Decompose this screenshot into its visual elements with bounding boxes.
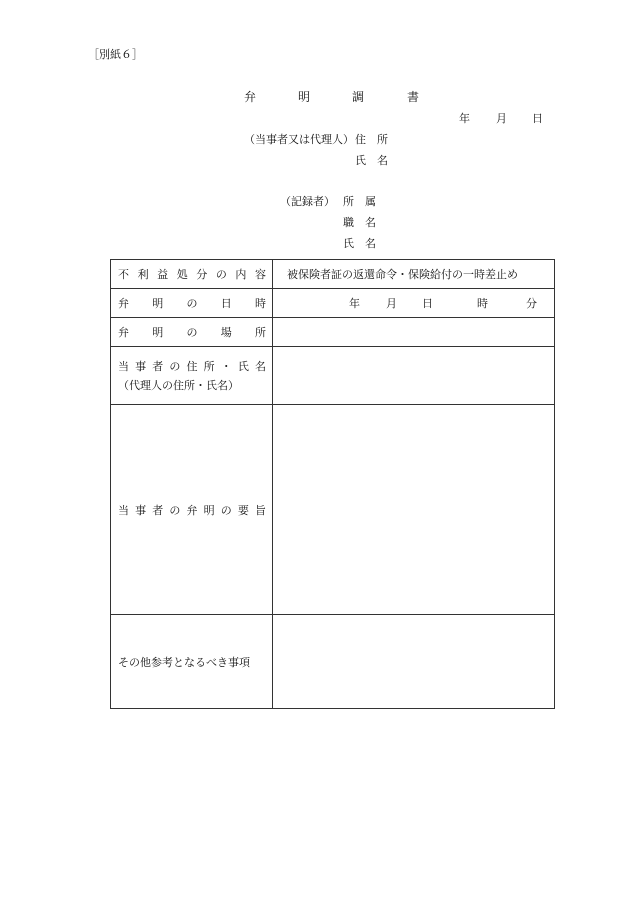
label-char: の bbox=[169, 503, 181, 517]
disposition-value: 被保険者証の返還命令・保険給付の一時差止め bbox=[273, 260, 555, 289]
label-char: の bbox=[186, 297, 198, 310]
label-char: の bbox=[215, 268, 227, 281]
label-char: の bbox=[186, 326, 198, 339]
label-char: 弁 bbox=[186, 503, 198, 517]
label-char: 益 bbox=[157, 268, 169, 281]
label-char: 者 bbox=[152, 503, 164, 517]
row-label-disposition bbox=[111, 260, 273, 289]
label-char: 住 bbox=[186, 359, 198, 373]
label-char: 場 bbox=[220, 326, 232, 339]
label-char: 所 bbox=[255, 326, 266, 339]
label-line2: （代理人の住所・氏名） bbox=[118, 378, 239, 392]
place-value bbox=[273, 318, 555, 347]
datetime-minute: 分 bbox=[526, 297, 537, 310]
label-char: 分 bbox=[196, 268, 208, 281]
label-char: 明 bbox=[203, 503, 215, 517]
row-label-datetime bbox=[111, 289, 273, 318]
table-row bbox=[111, 405, 555, 615]
title-char: 調 bbox=[352, 90, 365, 104]
label-char: 当 bbox=[118, 359, 129, 373]
label-char: 時 bbox=[255, 297, 266, 310]
title-char: 明 bbox=[298, 90, 311, 104]
label-char: 弁 bbox=[118, 297, 129, 310]
recorder-name-label: 氏 名 bbox=[343, 237, 376, 250]
datetime-month: 月 bbox=[386, 297, 397, 310]
other-label: その他参考となるべき事項 bbox=[118, 655, 250, 669]
date-day: 日 bbox=[532, 112, 543, 125]
label-char: 者 bbox=[152, 359, 164, 373]
other-value bbox=[273, 615, 555, 709]
label-char: 旨 bbox=[255, 503, 266, 517]
label-char: 内 bbox=[235, 268, 247, 281]
label-char: 日 bbox=[220, 297, 232, 310]
label-char: 事 bbox=[135, 359, 147, 373]
label-char: 明 bbox=[152, 297, 164, 310]
table-row bbox=[111, 318, 555, 347]
date-year: 年 bbox=[459, 112, 470, 125]
datetime-day: 日 bbox=[422, 297, 433, 310]
label-char: 容 bbox=[254, 268, 266, 281]
date-month: 月 bbox=[496, 112, 507, 125]
table-row bbox=[111, 347, 555, 405]
title-char: 書 bbox=[407, 90, 420, 104]
table-row bbox=[111, 260, 555, 289]
label-char: 所 bbox=[203, 359, 215, 373]
datetime-value bbox=[273, 289, 555, 318]
party-value bbox=[273, 347, 555, 405]
label-char: 氏 bbox=[237, 359, 249, 373]
attachment-label: ［別紙６］ bbox=[88, 48, 143, 61]
row-label-other bbox=[111, 615, 273, 709]
label-char: 名 bbox=[255, 359, 266, 373]
recorder-affiliation-label: 所 属 bbox=[343, 195, 376, 208]
recorder-position-label: 職 名 bbox=[343, 216, 376, 229]
label-char: 不 bbox=[118, 268, 129, 281]
party-address-label: 住 所 bbox=[355, 133, 388, 146]
label-char: の bbox=[169, 359, 181, 373]
label-char: 当 bbox=[118, 503, 129, 517]
label-char: 弁 bbox=[118, 326, 129, 339]
row-label-party-address-name bbox=[111, 347, 273, 405]
label-char: ・ bbox=[220, 359, 232, 373]
party-name-label: 氏 名 bbox=[355, 154, 388, 167]
title-char: 弁 bbox=[244, 90, 257, 104]
label-char: 事 bbox=[135, 503, 147, 517]
table-row bbox=[111, 289, 555, 318]
label-char: 要 bbox=[237, 503, 249, 517]
row-label-place bbox=[111, 318, 273, 347]
party-role-label: （当事者又は代理人） bbox=[244, 133, 354, 146]
datetime-hour: 時 bbox=[477, 297, 488, 310]
label-char: 明 bbox=[152, 326, 164, 339]
summary-value bbox=[273, 405, 555, 615]
table-row bbox=[111, 615, 555, 709]
record-table bbox=[110, 259, 555, 709]
recorder-role-label: （記録者） bbox=[280, 195, 335, 208]
row-label-summary bbox=[111, 405, 273, 615]
label-char: 処 bbox=[176, 268, 188, 281]
label-char: の bbox=[220, 503, 232, 517]
label-char: 利 bbox=[137, 268, 149, 281]
datetime-year: 年 bbox=[349, 297, 360, 310]
